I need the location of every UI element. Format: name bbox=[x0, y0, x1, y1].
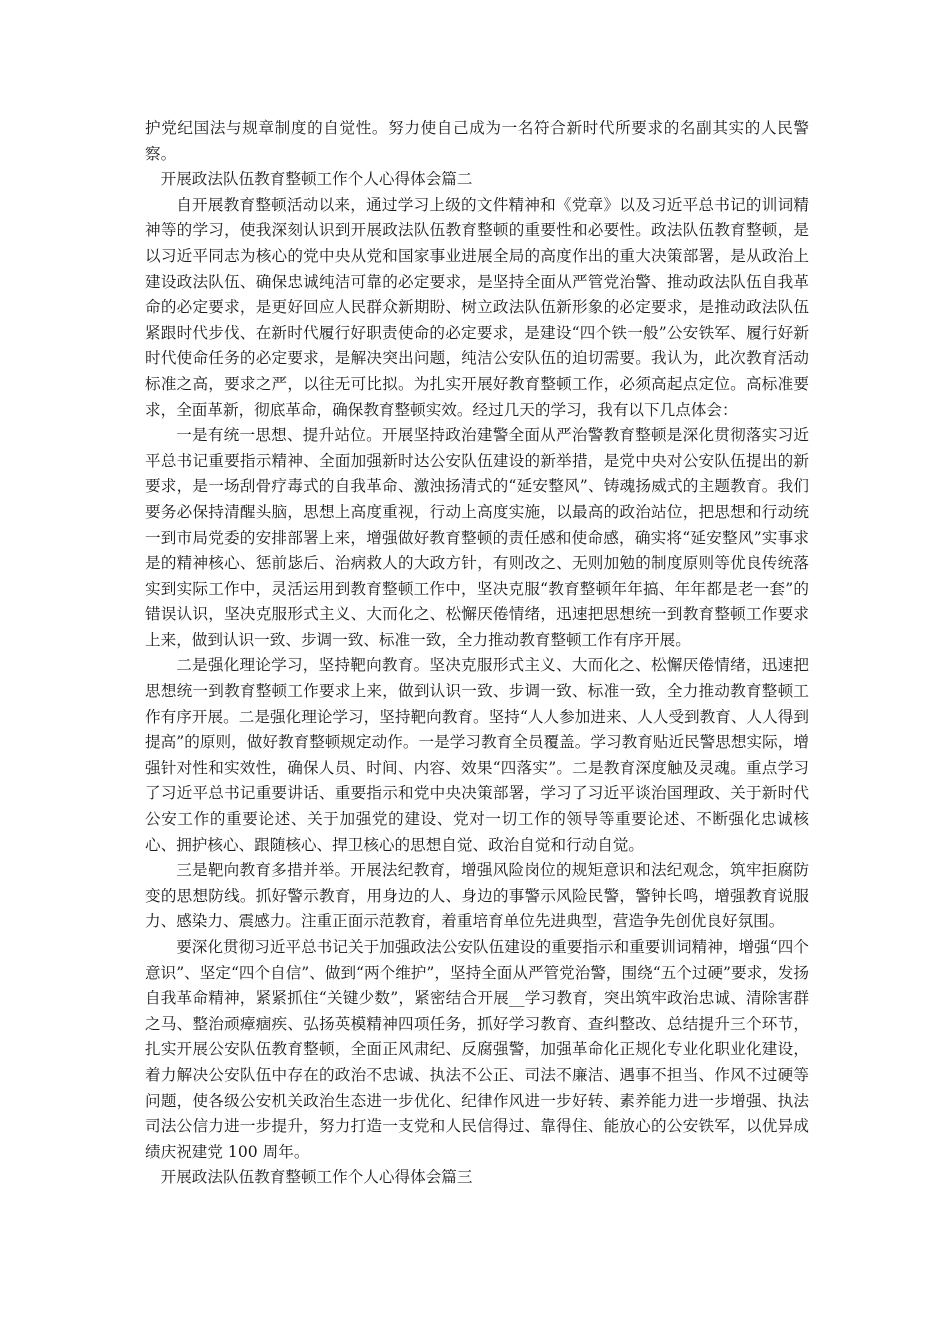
paragraph-intro: 自开展教育整顿活动以来，通过学习上级的文件精神和《党章》以及习近平总书记的训词精神等的学习，使我深刻认识到开展政法队伍教育整顿的重要性和必要性。政法队伍教育整顿，是以习近平同志为核心的党中央从党和国家事业进展全局的高度作出的重大决策部署，是从政治上建设政法队伍、确保忠诚纯洁可靠的必定要求，是坚持全面从严管党治警、推动政法队伍自我革命的必定要求，是更好回应人民群众新期盼、树立政法队伍新形象的必定要求，是推动政法队伍紧跟时代步伐、在新时代履行好职责使命的必定要求，是建设“四个铁一般”公安铁军、履行好新时代使命任务的必定要求，是解决突出问题，纯洁公安队伍的迫切需要。我认为，此次教育活动标准之高，要求之严，以往无可比拟。为扎实开展好教育整顿工作，必须高起点定位。高标准要求，全面革新，彻底革命，确保教育整顿实效。经过几天的学习，我有以下几点体会： bbox=[145, 195, 809, 419]
section-heading-part-two: 开展政法队伍教育整顿工作个人心得体会篇二 bbox=[160, 170, 473, 189]
paragraph-point-two: 二是强化理论学习，坚持靶向教育。坚决克服形式主义、大而化之、松懈厌倦情绪，迅速把思想统一到教育整顿工作要求上来，做到认识一致、步调一致、标准一致，全力推动教育整顿工作有序开展。二是强化理论学习，坚持靶向教育。坚持“人人参加进来、人人受到教育、人人得到提高”的原则，做好教育整顿规定动作。一是学习教育全员覆盖。学习教育贴近民警思想实际，增强针对性和实效性，确保人员、时间、内容、效果“四落实”。二是教育深度触及灵魂。重点学习了习近平总书记重要讲话、重要指示和党中央决策部署，学习了习近平谈治国理政、关于新时代公安工作的重要论述、关于加强党的建设、党对一切工作的领导等重要论述、不断强化忠诚核心、拥护核心、跟随核心、捍卫核心的思想自觉、政治自觉和行动自觉。 bbox=[145, 656, 809, 854]
paragraph-point-one: 一是有统一思想、提升站位。开展坚持政治建警全面从严治警教育整顿是深化贯彻落实习近平总书记重要指示精神、全面加强新时达公安队伍建设的新举措，是党中央对公安队伍提出的新要求，是一场刮骨疗毒式的自我革命、激浊扬清式的“延安整风”、铸魂扬威式的主题教育。我们要务必保持清醒头脑，思想上高度重视，行动上高度实施，以最高的政治站位，把思想和行动统一到市局党委的安排部署上来，增强做好教育整顿的责任感和使命感，确实将“延安整风”实事求是的精神核心、惩前毖后、治病救人的大政方针，有则改之、无则加勉的制度原则等优良传统落实到实际工作中，灵活运用到教育整顿工作中，坚决克服“教育整顿年年搞、年年都是老一套”的错误认识，坚决克服形式主义、大而化之、松懈厌倦情绪，迅速把思想统一到教育整顿工作要求上来，做到认识一致、步调一致、标准一致，全力推动教育整顿工作有序开展。 bbox=[145, 426, 809, 649]
paragraph-summary: 要深化贯彻习近平总书记关于加强政法公安队伍建设的重要指示和重要训词精神，增强“四个意识”、坚定“四个自信”、做到“两个维护”，坚持全面从严管党治警，围绕“五个过硬”要求，发扬自我革命精神，紧紧抓住“关键少数”，紧密结合开展__学习教育，突出筑牢政治忠诚、清除害群之马、整治顽瘴痼疾、弘扬英模精神四项任务，抓好学习教育、查纠整改、总结提升三个环节，扎实开展公安队伍教育整顿，全面正风肃纪、反腐强警，加强革命化正规化专业化职业化建设，着力解决公安队伍中存在的政治不忠诚、执法不公正、司法不廉洁、遇事不担当、作风不过硬等问题，使各级公安机关政治生态进一步优化、纪律作风进一步好转、素养能力进一步增强、执法司法公信力进一步提升，努力打造一支党和人民信得过、靠得住、能放心的公安铁军，以优异成绩庆祝建党 100 周年。 bbox=[145, 938, 809, 1161]
paragraph-continuation: 护党纪国法与规章制度的自觉性。努力使自己成为一名符合新时代所要求的名副其实的人民警察。 bbox=[145, 119, 809, 163]
section-heading-part-three: 开展政法队伍教育整顿工作个人心得体会篇三 bbox=[160, 1168, 473, 1187]
paragraph-point-three: 三是靶向教育多措并举。开展法纪教育，增强风险岗位的规矩意识和法纪观念，筑牢拒腐防变的思想防线。抓好警示教育，用身边的人、身边的事警示风险民警，警钟长鸣，增强教育说服力、感染力、震感力。注重正面示范教育，着重培育单位先进典型，营造争先创优良好氛围。 bbox=[145, 861, 809, 931]
document-body bbox=[145, 116, 809, 1191]
